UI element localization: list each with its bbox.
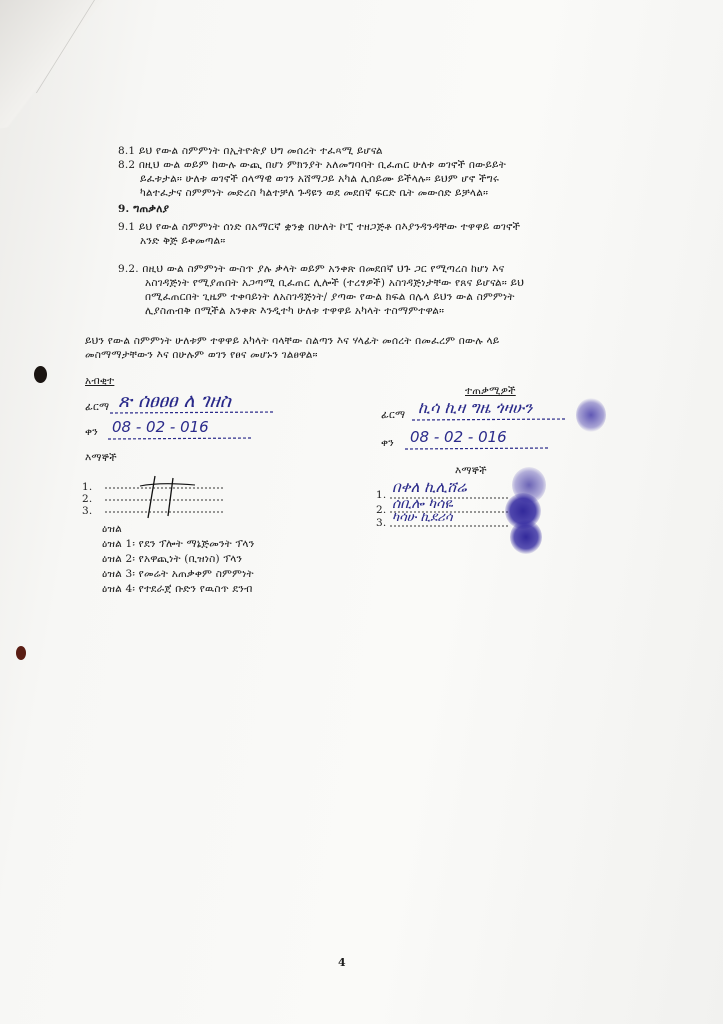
section-9-heading: 9. ግጠቃለያ xyxy=(118,203,170,215)
left-witness-2: 2. xyxy=(82,493,93,505)
left-signature-underline xyxy=(110,410,280,416)
left-witness-3: 3. xyxy=(82,505,93,517)
left-sign-label: ፊርማ xyxy=(85,401,110,413)
annex-heading: ዕዝል xyxy=(102,523,122,535)
left-date-label: ቀን xyxy=(85,426,98,438)
right-witness-3-name: ካሳሁ ኪደሪሳ xyxy=(392,510,453,525)
right-witness-2-num: 2. xyxy=(376,504,387,516)
page-number: 4 xyxy=(338,956,346,969)
clause-9-2-line2: አስገዳጅነት የሚያጠበት አጋጣሚ ቢፈጠር ሊሎች (ተረፃዎች) አስገዳጅነታቸው የጸና ይሆናል። ይህ xyxy=(145,277,525,289)
folded-corner xyxy=(0,0,140,130)
left-date: 08 - 02 - 016 xyxy=(112,418,209,436)
left-signature: ጽ ሰፀፀፀ ለ ገዘስ xyxy=(118,390,231,412)
clause-9-2-line1: 9.2. በዚህ ውል ስምምነት ውስጥ ያሉ ቃላት ወይም አንቀጽ በመደበኛ ህጉ ጋር የሚጣረስ ከሆነ እና xyxy=(118,263,505,275)
left-party-heading: አብቂተ xyxy=(85,375,115,387)
clause-8-2-line1: 8.2 በዚህ ውል ወይም ከውሉ ውጪ በሆነ ምክንያት አለመግባባት ቢፈጠር ሁለቱ ወገኖች በውይይት xyxy=(118,159,507,171)
annex-1: ዕዝል 1፡ የደን ፕሎት ማኔጅመንት ፕላን xyxy=(102,538,255,550)
thumbprint-stamp-4 xyxy=(510,520,542,554)
clause-8-2-line3: ካልተፈታና ስምምነት መድረስ ካልተቻለ ጉዳዩን ወደ መደበኛ ፍርድ ቤት መውሰድ ይቻላል። xyxy=(140,187,489,199)
right-witness-2-name: ሰቢሎ ካሳዬ xyxy=(392,496,453,512)
right-witness-3-num: 3. xyxy=(376,517,387,529)
clause-9-1-line1: 9.1 ይህ የውል ስምምነት ሰነድ በአማርኛ ቋንቋ በሁለት ኮፒ ተዘጋጅቶ በእያንዳንዳቸው ተዋዋይ ወገኖች xyxy=(118,221,521,233)
left-witness-1: 1. xyxy=(82,481,93,493)
punch-hole-top xyxy=(34,366,47,383)
closing-line1: ይህን የውል ስምምነት ሁለቱም ተዋዋይ አካላት ባላቸው ስልጣን እና ሃላፊት መሰረት በመፈረም በውሉ ላይ xyxy=(85,335,500,347)
left-date-underline xyxy=(108,436,258,442)
thumbprint-stamp-1 xyxy=(576,398,606,432)
right-party-heading: ተጠቃሚዎች xyxy=(465,385,516,397)
punch-hole-bottom xyxy=(16,646,26,660)
right-date-underline xyxy=(405,446,555,452)
annex-2: ዕዝል 2፡ የአዋጪነት (ቢዝነስ) ፕላን xyxy=(102,553,243,565)
left-witness-heading: እማኞች xyxy=(85,452,117,464)
clause-8-1: 8.1 ይህ የውል ስምምነት በኢትዮጵያ ህግ መሰረት ተፈጻሚ ይሆናል xyxy=(118,145,383,157)
right-witness-lines xyxy=(385,495,515,535)
right-signature-underline xyxy=(412,417,572,423)
annex-4: ዕዝል 4፡ የተደራጀ ቡድን የዉስጥ ደንብ xyxy=(102,583,253,595)
clause-9-2-line4: ሊያስጠብቅ በሚችል አንቀጽ እንዲተካ ሁለቱ ተዋዋይ አካላት ተስማምተዋል። xyxy=(145,305,445,317)
clause-9-1-line2: አንድ ቅጅ ይቀመጣል። xyxy=(140,235,226,247)
right-witness-1-num: 1. xyxy=(376,489,387,501)
right-signature: ኪሳ ኪዛ ግዜ ጎዛሁን xyxy=(418,398,533,417)
right-date: 08 - 02 - 016 xyxy=(410,428,507,446)
annex-3: ዕዝል 3፡ የመሬት አጠቃቀም ስምምነት xyxy=(102,568,254,580)
right-date-label: ቀን xyxy=(381,437,394,449)
right-sign-label: ፊርማ xyxy=(381,409,406,421)
right-witness-heading: እማኞች xyxy=(455,465,487,477)
clause-8-2-line2: ይፈቱታል። ሁለቱ ወገኖች ሰላማዊ ወገን አሸማጋይ አካል ሊሰይሙ ይችላሉ። ይህም ሆኖ ችግሩ xyxy=(140,173,500,185)
right-witness-1-name: በቀለ ኪሊሸሬ xyxy=(392,478,467,496)
clause-9-2-line3: በሚፈጠርበት ጊዜም ተቀባይነት ለአስገዳጅነት/ ያጣው የውል ክፍል በሌላ ይህን ውል ስምምነት xyxy=(145,291,515,303)
left-witness-lines xyxy=(100,480,230,520)
closing-line2: መስማማታቸውን እና በሁሉም ወገን የፀና መሆኑን ገልፀዋል። xyxy=(85,349,318,361)
